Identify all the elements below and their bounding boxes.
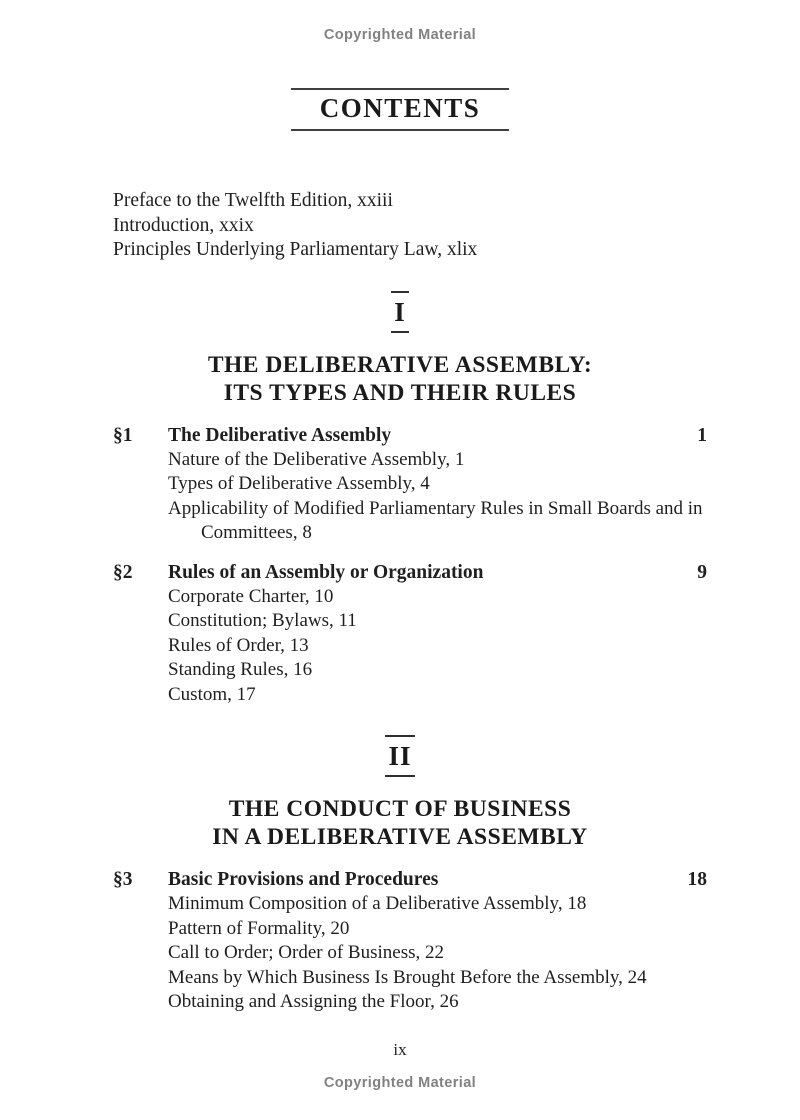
toc-subentry: Means by Which Business Is Brought Before the Assembly, 24 — [168, 966, 647, 988]
toc-subentry: Nature of the Deliberative Assembly, 1 — [168, 448, 465, 470]
toc-subentry: Obtaining and Assigning the Floor, 26 — [168, 991, 459, 1012]
toc-subentry: Call to Order; Order of Business, 22 — [168, 942, 444, 963]
toc-section-heading — [113, 867, 707, 892]
toc-section — [0, 423, 800, 546]
contents-title-block — [291, 88, 509, 131]
toc-subentry: Corporate Charter, 10 — [168, 585, 334, 607]
page-folio-number: ix — [393, 1040, 407, 1059]
section-page-number: 18 — [687, 869, 707, 890]
toc-section-heading — [113, 423, 707, 448]
part-title-line: THE CONDUCT OF BUSINESS — [228, 796, 572, 822]
part-numeral: II — [385, 735, 414, 777]
section-title: Basic Provisions and Procedures — [168, 869, 439, 890]
toc-subentry: Constitution; Bylaws, 11 — [168, 610, 357, 631]
toc-subentry-list — [168, 892, 703, 1015]
part-numeral-block — [0, 291, 800, 333]
copyright-notice-bottom: Copyrighted Material — [323, 1075, 477, 1091]
part-title-line: IN A DELIBERATIVE ASSEMBLY — [212, 824, 588, 850]
section-page-number: 9 — [697, 561, 707, 583]
front-matter-entry: Introduction, xxix — [113, 214, 254, 236]
part-numeral-block — [0, 735, 800, 777]
part-title-line: ITS TYPES AND THEIR RULES — [223, 379, 577, 406]
toc-subentry: Applicability of Modified Parliamentary Rules in Small Boards and in Committees, 8 — [168, 497, 703, 543]
front-matter-list — [113, 189, 800, 263]
copyright-notice-top: Copyrighted Material — [323, 27, 477, 43]
page-title: CONTENTS — [319, 93, 481, 123]
toc-subentry: Rules of Order, 13 — [168, 634, 309, 656]
front-matter-entry: Preface to the Twelfth Edition, xxiii — [113, 190, 393, 211]
toc-subentry: Pattern of Formality, 20 — [168, 917, 350, 939]
section-title: The Deliberative Assembly — [168, 424, 392, 446]
section-title: Rules of an Assembly or Organization — [168, 561, 484, 583]
toc-section — [0, 867, 800, 1015]
section-page-number: 1 — [697, 424, 707, 446]
part-title — [0, 351, 800, 407]
section-number: §1 — [113, 424, 133, 446]
toc-subentry: Standing Rules, 16 — [168, 659, 313, 680]
section-number: §3 — [113, 869, 133, 890]
part-title — [0, 795, 800, 851]
toc-subentry-list — [168, 585, 703, 708]
front-matter-entry: Principles Underlying Parliamentary Law, xlix — [113, 239, 478, 260]
toc-section — [0, 560, 800, 708]
toc-subentry: Custom, 17 — [168, 683, 256, 705]
toc-subentry-list — [168, 448, 703, 546]
section-number: §2 — [113, 561, 133, 583]
toc-subentry: Types of Deliberative Assembly, 4 — [168, 473, 430, 494]
toc-subentry: Minimum Composition of a Deliberative Assembly, 18 — [168, 893, 587, 914]
part-numeral: I — [391, 291, 409, 333]
toc-section-heading — [113, 560, 707, 585]
part-title-line: THE DELIBERATIVE ASSEMBLY: — [207, 351, 593, 378]
